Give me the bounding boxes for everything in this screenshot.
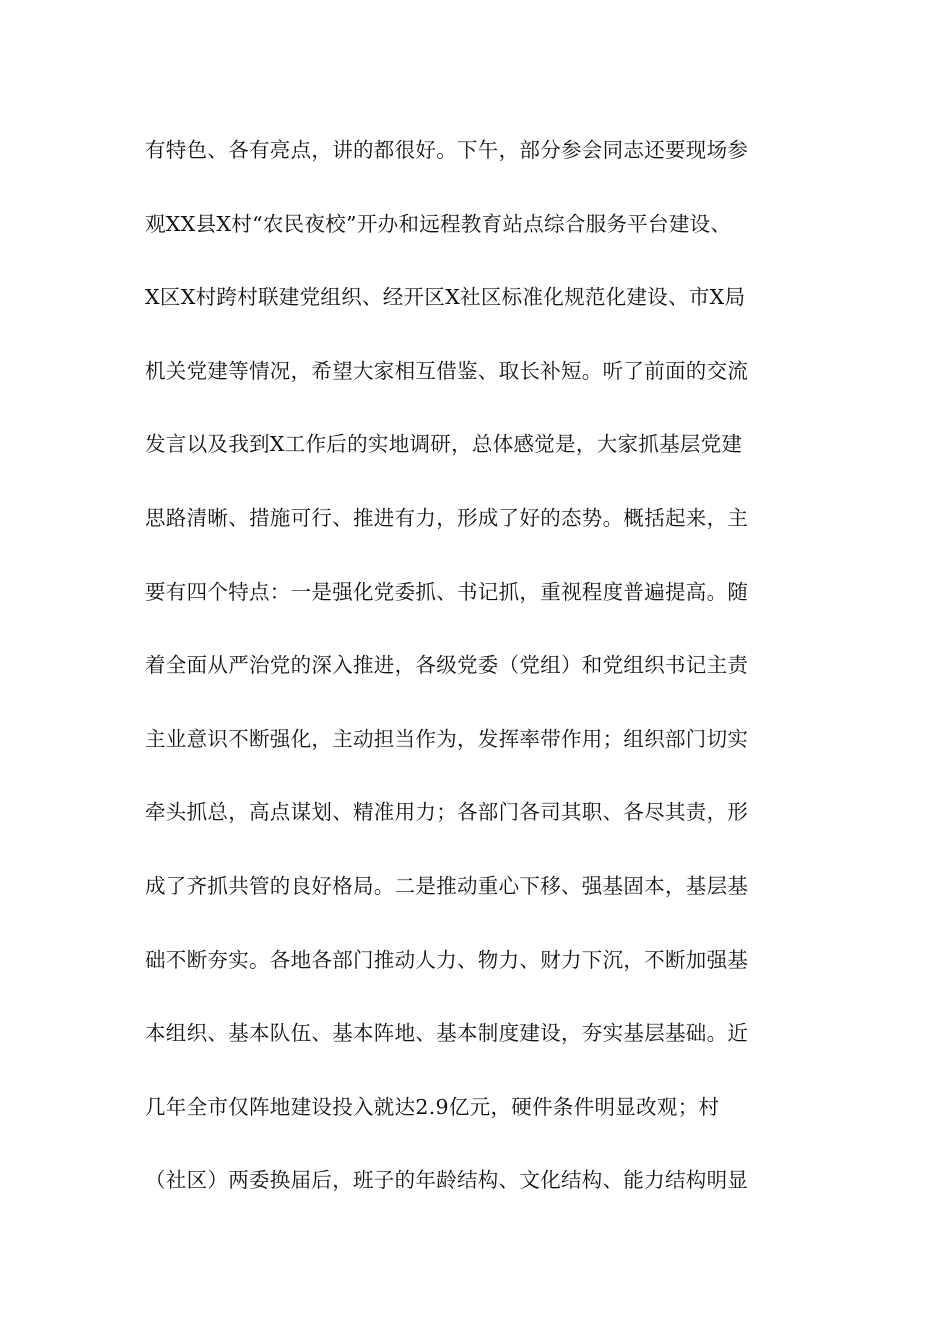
text-line: 机关党建等情况，希望大家相互借鉴、取长补短。听了前面的交流 <box>145 358 749 383</box>
text-line: 础不断夯实。各地各部门推动人力、物力、财力下沉，不断加强基 <box>145 947 749 972</box>
text-line: 思路清晰、措施可行、推进有力，形成了好的态势。概括起来，主 <box>145 505 749 530</box>
text-line: （社区）两委换届后，班子的年龄结构、文化结构、能力结构明显 <box>145 1168 749 1193</box>
text-line: 观XX县X村“农民夜校”开办和远程教育站点综合服务平台建设、 <box>145 211 732 236</box>
text-line: 着全面从严治党的深入推进，各级党委（党组）和党组织书记主责 <box>145 653 749 678</box>
text-line: 牵头抓总，高点谋划、精准用力；各部门各司其职、各尽其责，形 <box>145 800 749 825</box>
text-line: 成了齐抓共管的良好格局。二是推动重心下移、强基固本，基层基 <box>145 873 749 898</box>
text-line: 几年全市仅阵地建设投入就达2.9亿元，硬件条件明显改观；村 <box>145 1094 720 1119</box>
text-line: 本组织、基本队伍、基本阵地、基本制度建设，夯实基层基础。近 <box>145 1021 749 1046</box>
body-text <box>145 127 810 1231</box>
text-line: 发言以及我到X工作后的实地调研，总体感觉是，大家抓基层党建 <box>145 432 743 457</box>
text-line: 主业意识不断强化，主动担当作为，发挥率带作用；组织部门切实 <box>145 726 749 751</box>
text-line: X区X村跨村联建党组织、经开区X社区标准化规范化建设、市X局 <box>145 285 746 310</box>
text-line: 要有四个特点：一是强化党委抓、书记抓，重视程度普遍提高。随 <box>145 579 749 604</box>
text-line: 有特色、各有亮点，讲的都很好。下午，部分参会同志还要现场参 <box>145 138 749 162</box>
